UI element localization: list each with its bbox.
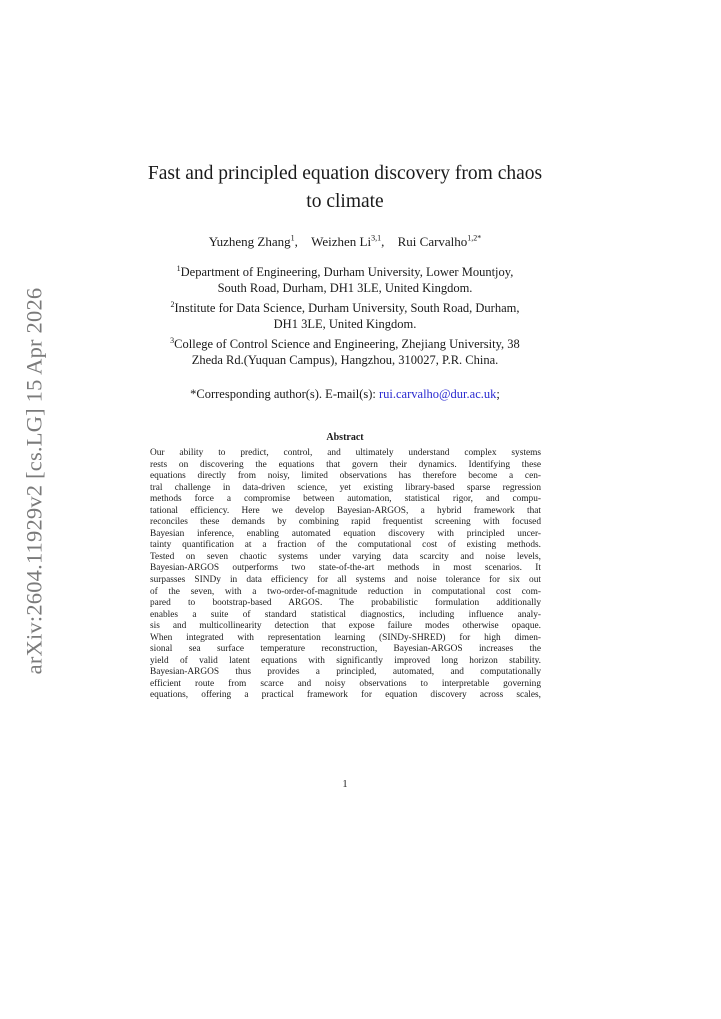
abstract-line: tational efficiency. Here we develop Bayesian-ARGOS, a hybrid framework that [150,505,541,516]
affiliation-2: $^2$Institute for Data Science, Durham University, South Road, Durham, [170,299,520,315]
affiliation-2-cont: DH1 3LE, United Kingdom. [273,317,417,332]
arxiv-identifier-stamp [8,287,60,675]
affiliation-1-cont: South Road, Durham, DH1 3LE, United Kingdom. [217,281,473,296]
corresponding-suffix: ; [496,387,500,401]
abstract-line: efficient route from scarce and noisy observations to interpretable governing [150,678,541,689]
paper-title-line-2: to climate [306,191,384,212]
abstract-line: surpasses SINDy in data efficiency for all systems and noise tolerance for six out [150,575,541,586]
abstract-line: When integrated with representation learning (SINDy-SHRED) for high dimen- [150,632,541,643]
abstract-heading: Abstract [326,432,364,443]
abstract-line: Bayesian inference, enabling automated equation discovery with principled uncer- [150,528,541,539]
author-affiliation-mark: 3,1 [371,234,382,243]
author-name: Weizhen Li$^{3,1}$, [311,234,385,250]
corresponding-label: *Corresponding author(s). E-mail(s): [190,387,376,401]
page-number: 1 [342,779,348,790]
abstract-line: tral challenge in data-driven science, yet existing library-based sparse regression [150,482,541,493]
abstract-line: yield of valid latent equations with significantly improved long horizon stability. [150,655,541,666]
arxiv-identifier-text: arXiv:2604.11929v2 [cs.LG] 15 Apr 2026 [21,287,46,675]
abstract-line: tainty quantification at a fraction of the computational cost of existing methods. [150,540,541,551]
abstract-line: Our ability to predict, control, and ultimately understand complex systems [150,448,541,458]
abstract-line: equations directly from noisy, limited observations has therefore become a cen- [150,471,541,482]
abstract-line: pared to bootstrap-based ARGOS. The probabilistic formulation additionally [150,598,541,609]
affiliation-list [110,261,580,368]
corresponding-author [90,387,600,402]
abstract-line: sis and multicollinearity detection that expose failure modes otherwise opaque. [150,621,541,632]
abstract-line: Bayesian-ARGOS outperforms two state-of-the-art methods in most scenarios. It [150,563,541,574]
author-name: Rui Carvalho$^{1,2*}$ [397,234,482,250]
affiliation-1: $^1$Department of Engineering, Durham University, Lower Mountjoy, [176,264,514,280]
abstract-body [150,448,541,702]
abstract-line: methods force a compromise between automation, statistical rigor, and compu- [150,494,541,505]
abstract-line: of the seven, with a two-order-of-magnitude reduction in computational cost com- [150,586,541,597]
abstract-line: Bayesian-ARGOS thus provides a principled, automated, and computationally [150,667,541,678]
affiliation-3: $^3$College of Control Science and Engineering, Zhejiang University, 38 [170,335,520,351]
abstract-line: sional sea surface temperature reconstruction, Bayesian-ARGOS increases the [150,644,541,655]
author-affiliation-mark: 1,2* [467,234,482,243]
author-list [90,234,600,250]
abstract-line: enables a suite of standard statistical diagnostics, including influence analy- [150,609,541,620]
affiliation-3-cont: Zheda Rd.(Yuquan Campus), Hangzhou, 310027, P.R. China. [191,352,499,367]
corresponding-email-link[interactable]: rui.carvalho@dur.ac.uk [379,387,497,401]
abstract-line: rests on discovering the equations that govern their dynamics. Identifying these [150,459,541,470]
author-affiliation-mark: 1 [290,234,295,243]
paper-title [120,160,570,216]
abstract-line: Tested on seven chaotic systems under varying data scarcity and noise levels, [150,551,541,562]
author-name: Yuzheng Zhang$^1$, [208,234,298,250]
paper-title-line-1: Fast and principled equation discovery from chaos [147,163,543,184]
abstract-line: reconciles these demands by combining rapid frequentist screening with focused [150,517,541,528]
abstract-line: equations, offering a practical framework for equation discovery across scales, [150,690,541,701]
